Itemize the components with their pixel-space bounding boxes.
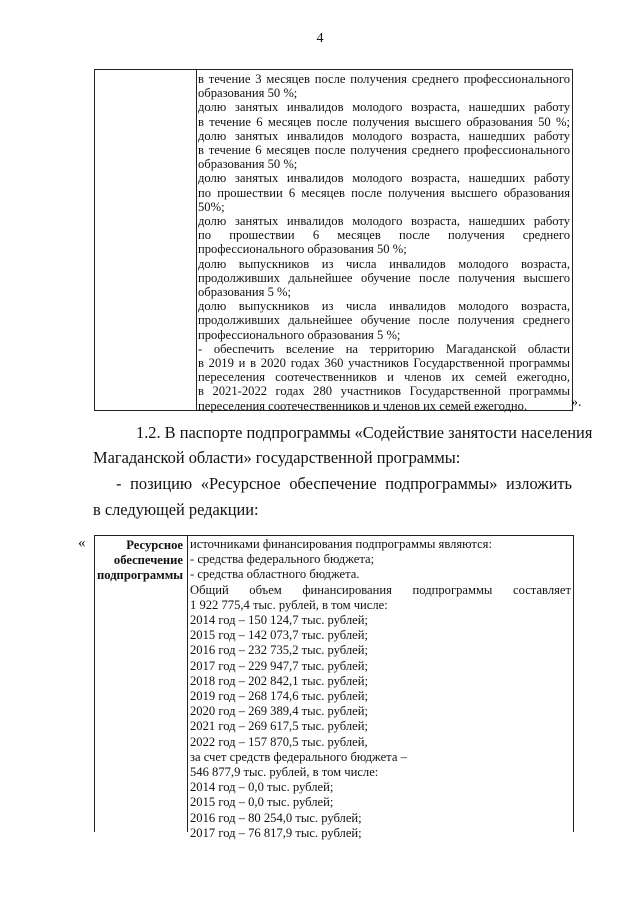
table-line: долю занятых инвалидов молодого возраста, нашедших работу xyxy=(198,100,570,115)
indicators-table-content-cell xyxy=(198,72,570,413)
table-line: в 2019 и в 2020 годах 360 участников Государственной программы xyxy=(198,356,570,371)
table-line: 2016 год – 80 254,0 тыс. рублей; xyxy=(190,810,362,825)
table-line: долю занятых инвалидов молодого возраста, нашедших работу xyxy=(198,128,570,143)
page-number: 4 xyxy=(316,31,324,46)
table-line: 2014 год – 150 124,7 тыс. рублей; xyxy=(190,613,368,628)
resource-label: Ресурсное обеспечение подпрограммы xyxy=(97,538,184,582)
table-line: 2016 год – 232 735,2 тыс. рублей; xyxy=(190,643,368,658)
paragraph-1-2: 1.2. В паспорте подпрограммы «Содействие занятости населения xyxy=(136,423,593,442)
table-line: профессионального образования 5 %; xyxy=(198,327,401,342)
table-line: в течение 3 месяцев после получения среднего профессионального xyxy=(198,72,570,86)
table-line: 50%; xyxy=(198,199,225,214)
table-line: по прошествии 6 месяцев после получения высшего образования xyxy=(198,185,570,200)
table-line: источниками финансирования подпрограммы являются: xyxy=(190,537,492,551)
table-line: долю занятых инвалидов молодого возраста, нашедших работу xyxy=(198,214,570,229)
table-line: за счет средств федерального бюджета – xyxy=(190,749,407,764)
table-line: образования 50 %; xyxy=(198,157,298,172)
table-line: по прошествии 6 месяцев после получения среднего xyxy=(198,228,570,243)
table-line: 546 877,9 тыс. рублей, в том числе: xyxy=(190,765,379,780)
table-line: в течение 6 месяцев после получения высшего образования 50 %; xyxy=(198,114,570,129)
table-line: - обеспечить вселение на территорию Магаданской области xyxy=(198,341,570,356)
table-line: долю выпускников из числа инвалидов молодого возраста, xyxy=(198,299,570,314)
table-line: долю занятых инвалидов молодого возраста, нашедших работу xyxy=(198,171,570,186)
table-line: в течение 6 месяцев после получения среднего профессионального xyxy=(198,143,570,158)
table-line: 2019 год – 268 174,6 тыс. рублей; xyxy=(190,689,368,704)
table-line: 2014 год – 0,0 тыс. рублей; xyxy=(190,780,334,795)
opening-quote: « xyxy=(78,535,86,551)
table-line: 2017 год – 76 817,9 тыс. рублей; xyxy=(190,825,362,840)
table-line: в 2021-2022 годах 280 участников Государственной программы xyxy=(198,384,570,399)
table-line: 2018 год – 202 842,1 тыс. рублей; xyxy=(190,673,368,688)
closing-quote: ». xyxy=(571,395,582,410)
resource-table-label-cell xyxy=(95,536,188,832)
table-line: продолживших дальнейшее обучение после получения высшего xyxy=(198,270,570,285)
paragraph-continuation: Магаданской области» государственной программы: xyxy=(93,448,461,467)
table-line: 2015 год – 142 073,7 тыс. рублей; xyxy=(190,628,368,643)
table-line: образования 5 %; xyxy=(198,285,292,300)
table-line: 1 922 775,4 тыс. рублей, в том числе: xyxy=(190,597,388,612)
table-line: 2017 год – 229 947,7 тыс. рублей; xyxy=(190,658,368,673)
table-line: образования 50 %; xyxy=(198,86,298,101)
table-line: - средства областного бюджета. xyxy=(190,567,360,582)
table-line: переселения соотечественников и членов их семей ежегодно. xyxy=(198,398,528,413)
indicators-table-label-cell xyxy=(95,70,197,410)
table-line: переселения соотечественников и членов их семей ежегодно, xyxy=(198,370,570,385)
paragraph-position: - позицию «Ресурсное обеспечение подпрограммы» изложить xyxy=(116,474,572,493)
indicators-table xyxy=(94,69,573,411)
table-line: - средства федерального бюджета; xyxy=(190,552,375,567)
table-line: долю выпускников из числа инвалидов молодого возраста, xyxy=(198,256,570,271)
table-line: 2020 год – 269 389,4 тыс. рублей; xyxy=(190,704,368,719)
table-line: Общий объем финансирования подпрограммы составляет xyxy=(190,582,571,597)
table-line: продолживших дальнейшее обучение после получения среднего xyxy=(198,313,570,328)
table-line: 2015 год – 0,0 тыс. рублей; xyxy=(190,795,334,810)
table-line: 2021 год – 269 617,5 тыс. рублей; xyxy=(190,719,368,734)
table-line: профессионального образования 50 %; xyxy=(198,242,407,257)
table-line: 2022 год – 157 870,5 тыс. рублей, xyxy=(190,734,368,749)
paragraph-edition: в следующей редакции: xyxy=(93,500,259,519)
resource-table xyxy=(94,535,574,840)
resource-table-content-cell xyxy=(190,537,571,841)
